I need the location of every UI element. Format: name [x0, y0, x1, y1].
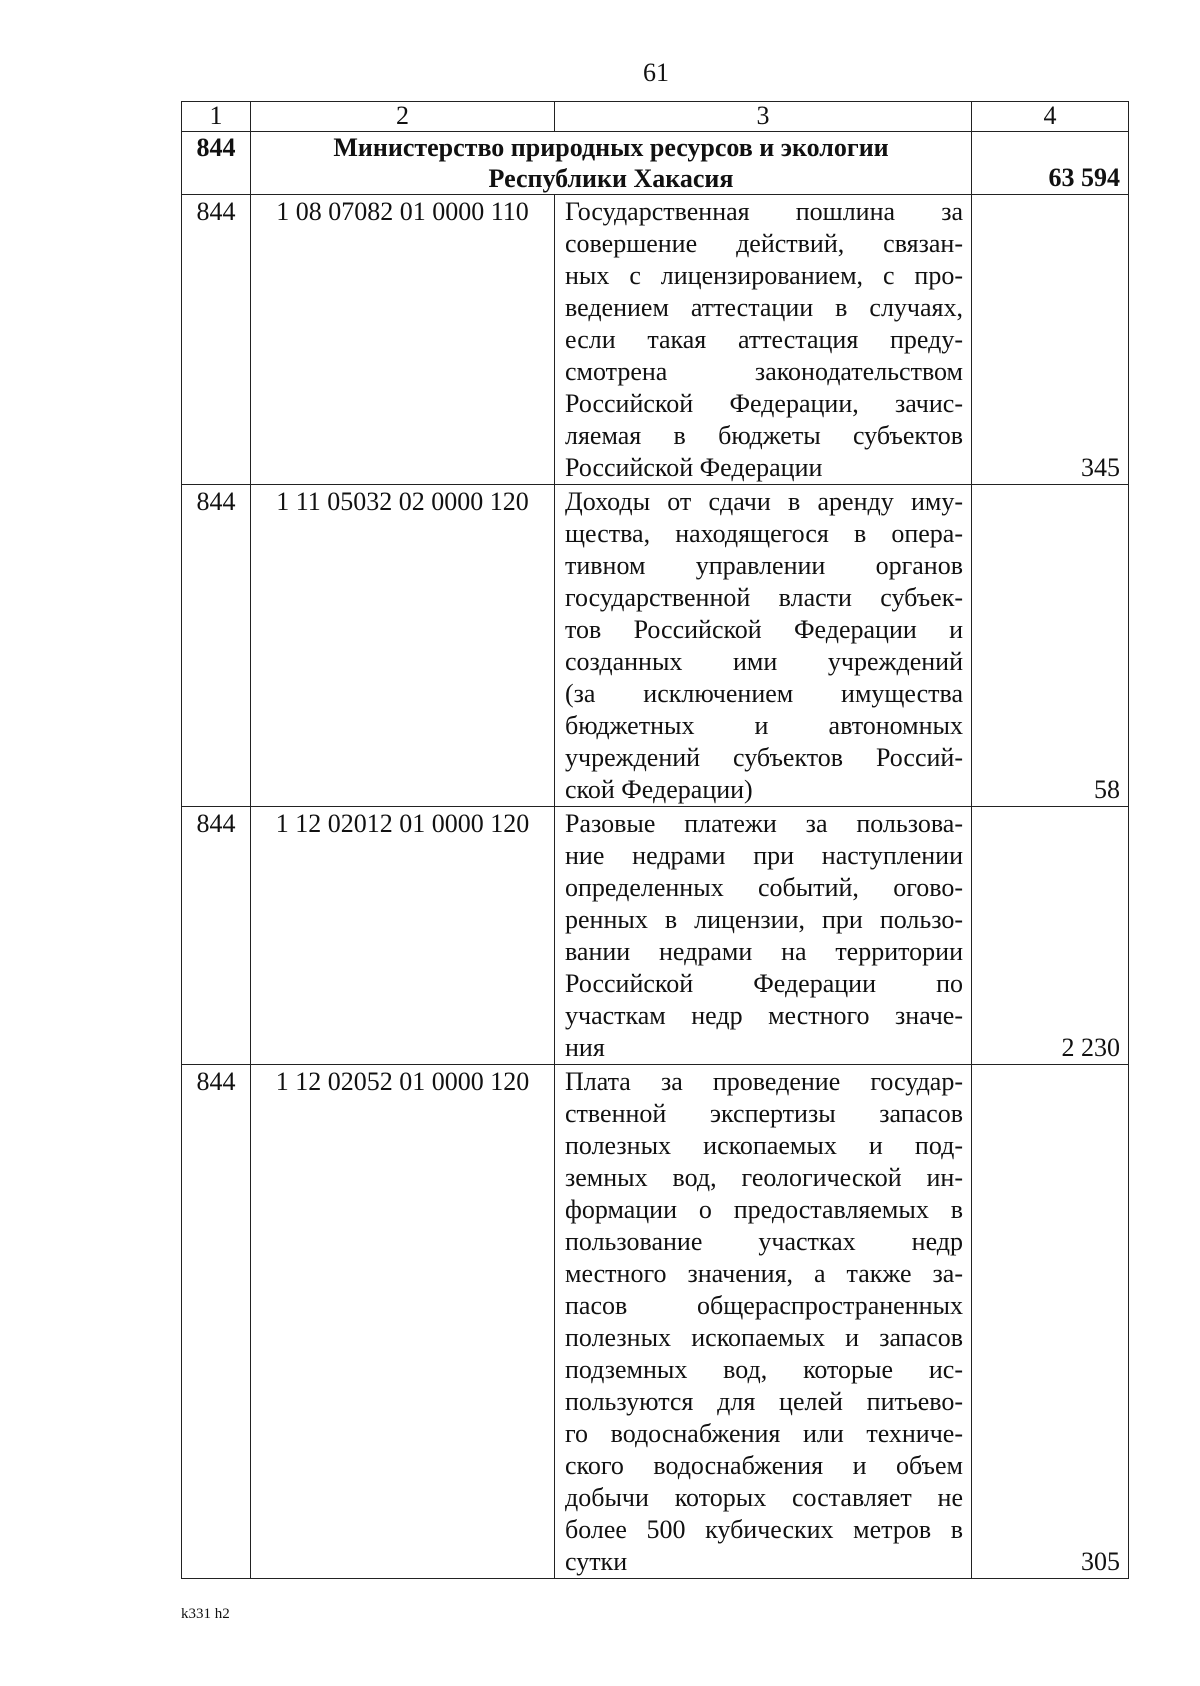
description-line: Доходы от сдачи в аренду иму- — [565, 487, 963, 516]
ministry-name — [251, 132, 972, 195]
row-amount: 2 230 — [972, 807, 1129, 1065]
description-line: пользование участках недр — [565, 1227, 963, 1256]
description-line: ведением аттестации в случаях, — [565, 293, 963, 322]
column-header-1: 1 — [182, 102, 251, 132]
description-line: ние недрами при наступлении — [565, 841, 963, 870]
description-line: формации о предоставляемых в — [565, 1195, 963, 1224]
description-line: го водоснабжения или техниче- — [565, 1419, 963, 1448]
description-line: если такая аттестация преду- — [565, 325, 963, 354]
description-line: участкам недр местного значе- — [565, 1001, 963, 1030]
row-description — [555, 807, 972, 1065]
row-amount: 305 — [972, 1065, 1129, 1579]
ministry-row — [182, 132, 1129, 195]
description-line: бюджетных и автономных — [565, 711, 963, 740]
revenue-table — [181, 101, 1129, 1579]
row-amount: 58 — [972, 485, 1129, 807]
row-amount: 345 — [972, 195, 1129, 485]
description-line: полезных ископаемых и запасов — [565, 1323, 963, 1352]
table-row — [182, 485, 1129, 807]
row-admin-code: 844 — [182, 195, 251, 485]
description-line: пасов общераспространенных — [565, 1291, 963, 1320]
column-header-4: 4 — [972, 102, 1129, 132]
description-line: сутки — [565, 1547, 628, 1576]
description-line: смотрена законодательством — [565, 357, 963, 386]
column-header-3: 3 — [555, 102, 972, 132]
row-description — [555, 195, 972, 485]
table-row — [182, 1065, 1129, 1579]
row-description — [555, 1065, 972, 1579]
description-line: пользуются для целей питьево- — [565, 1387, 963, 1416]
description-line: Плата за проведение государ- — [565, 1067, 963, 1096]
description-line: полезных ископаемых и под- — [565, 1131, 963, 1160]
footer-mark: k331 h2 — [181, 1606, 230, 1622]
description-line: определенных событий, огово- — [565, 873, 963, 902]
row-budget-code: 1 08 07082 01 0000 110 — [251, 195, 555, 485]
description-line: щества, находящегося в опера- — [565, 519, 963, 548]
description-line: Российской Федерации по — [565, 969, 963, 998]
ministry-total: 63 594 — [972, 132, 1129, 195]
row-admin-code: 844 — [182, 807, 251, 1065]
row-budget-code: 1 12 02052 01 0000 120 — [251, 1065, 555, 1579]
row-budget-code: 1 11 05032 02 0000 120 — [251, 485, 555, 807]
description-line: тивном управлении органов — [565, 551, 963, 580]
row-budget-code: 1 12 02012 01 0000 120 — [251, 807, 555, 1065]
ministry-code: 844 — [182, 132, 251, 195]
description-line: более 500 кубических метров в — [565, 1515, 963, 1544]
description-line: созданных ими учреждений — [565, 647, 963, 676]
description-line: добычи которых составляет не — [565, 1483, 963, 1512]
page-number: 61 — [643, 58, 669, 87]
description-line: ского водоснабжения и объем — [565, 1451, 963, 1480]
description-line: местного значения, а также за- — [565, 1259, 963, 1288]
row-admin-code: 844 — [182, 1065, 251, 1579]
row-description — [555, 485, 972, 807]
ministry-name-line-1: Министерство природных ресурсов и экологии — [333, 133, 889, 162]
description-line: ской Федерации) — [565, 775, 753, 804]
description-line: (за исключением имущества — [565, 679, 963, 708]
table-header-row — [182, 102, 1129, 132]
description-line: Российской Федерации — [565, 453, 823, 482]
description-line: Государственная пошлина за — [565, 197, 963, 226]
description-line: Российской Федерации, зачис- — [565, 389, 963, 418]
table-row — [182, 195, 1129, 485]
row-admin-code: 844 — [182, 485, 251, 807]
column-header-2: 2 — [251, 102, 555, 132]
description-line: тов Российской Федерации и — [565, 615, 963, 644]
description-line: совершение действий, связан- — [565, 229, 963, 258]
table-body — [182, 195, 1129, 1579]
description-line: ственной экспертизы запасов — [565, 1099, 963, 1128]
description-line: ных с лицензированием, с про- — [565, 261, 963, 290]
description-line: ния — [565, 1033, 605, 1062]
description-line: ляемая в бюджеты субъектов — [565, 421, 963, 450]
description-line: учреждений субъектов Россий- — [565, 743, 963, 772]
description-line: вании недрами на территории — [565, 937, 963, 966]
description-line: Разовые платежи за пользова- — [565, 809, 963, 838]
description-line: подземных вод, которые ис- — [565, 1355, 963, 1384]
ministry-name-line-2: Республики Хакасия — [488, 164, 734, 193]
description-line: земных вод, геологической ин- — [565, 1163, 963, 1192]
description-line: государственной власти субъек- — [565, 583, 963, 612]
table-row — [182, 807, 1129, 1065]
description-line: ренных в лицензии, при пользо- — [565, 905, 963, 934]
